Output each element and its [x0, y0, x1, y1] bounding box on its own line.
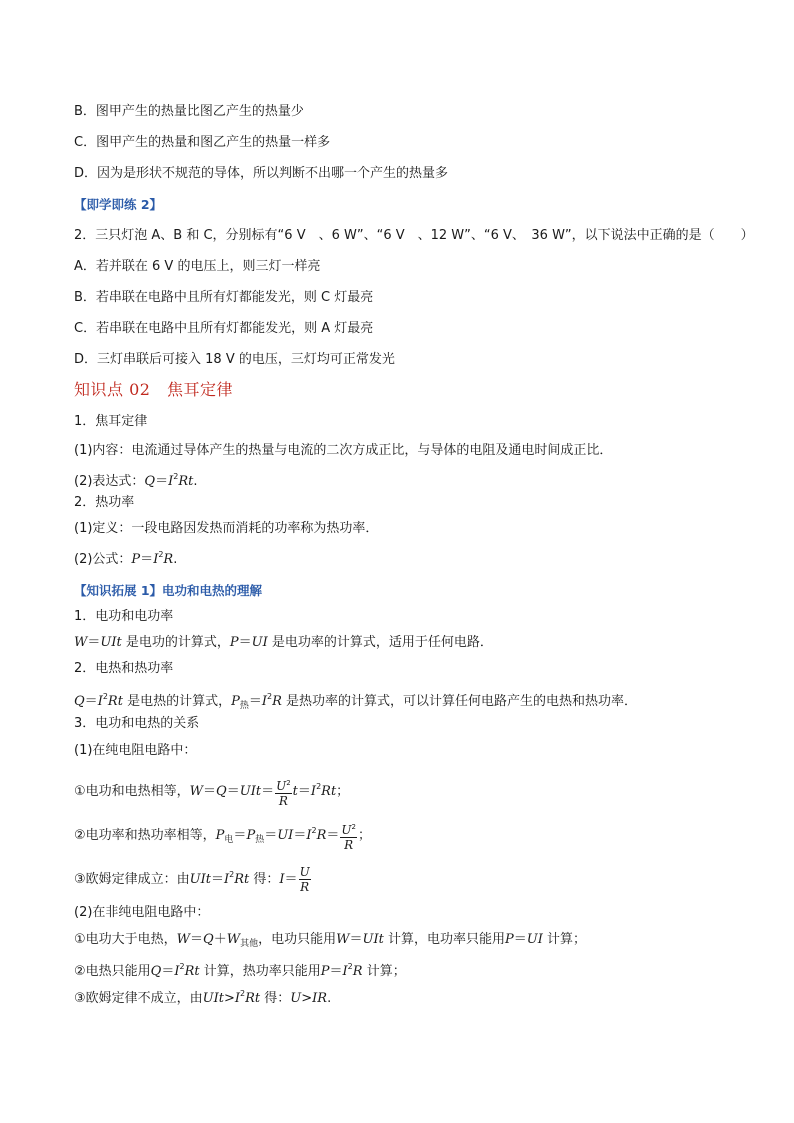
text: ①电功大于电热，	[74, 932, 177, 947]
formula-line: $Q=I^2Rt$ 是电热的计算式，$P_热=I^2R$ 是热功率的计算式，可以计算任何电路产生的电热和热功率．	[74, 692, 638, 711]
subheading: 1．电功和电功率	[74, 609, 174, 624]
practice-heading: 【即学即练 2】	[74, 197, 163, 212]
text: 计算；	[547, 932, 587, 947]
label: (2)表达式：	[74, 474, 145, 489]
formula-line: (2)表达式：$Q=I^2Rt$.	[74, 472, 198, 489]
text: 是电功率的计算式，适用于任何电路．	[271, 635, 493, 650]
option-d: D．三灯串联后可接入 18 V 的电压，三灯均可正常发光	[74, 352, 395, 367]
fraction: $\frac{U^2}{R}$	[276, 778, 291, 808]
text: ②电热只能用	[74, 964, 151, 979]
text: 计算，热功率只能用	[203, 964, 321, 979]
formula-line: ①电功和电热相等，W＝Q＝UIt＝ $\frac{U^2}{R}$ $t=I^2Rt$；	[74, 770, 349, 809]
text: ③欧姆定律成立：由	[74, 872, 190, 887]
option-d: D．因为是形状不规范的导体，所以判断不出哪一个产生的热量多	[74, 166, 449, 181]
subscript: 热	[239, 701, 249, 711]
formula-line: (2)公式：$P=I^2R$.	[74, 550, 178, 567]
subheading: 2．热功率	[74, 495, 135, 510]
text: 是电功的计算式，	[125, 635, 230, 650]
text: 计算；	[366, 964, 406, 979]
subheading: 1．焦耳定律	[74, 414, 148, 429]
condition-line: (2)在非纯电阻电路中：	[74, 905, 210, 920]
section-title: 知识点 02 焦耳定律	[74, 380, 233, 399]
text: 是电热的计算式，	[127, 694, 232, 709]
text: 是热功率的计算式，可以计算任何电路产生的电热和热功率．	[286, 694, 638, 709]
subscript: 其他	[240, 939, 259, 949]
formula-line: ③欧姆定律不成立，由$UIt>I^2Rt$ 得：U>IR.	[74, 989, 332, 1006]
formula-line: ②电功率和热功率相等，$P_电=P_热=UI=I^2R=$ $\frac{U^2}{R}$ ；	[74, 814, 371, 857]
fraction: $\frac{U^2}{R}$	[341, 822, 356, 852]
subscript: 电	[224, 835, 234, 845]
option-c: C．若串联在电路中且所有灯都能发光，则 A 灯最亮	[74, 321, 374, 336]
label: (2)公式：	[74, 552, 132, 567]
definition-line: (1)内容：电流通过导体产生的热量与电流的二次方成正比，与导体的电阻及通电时间成正比．	[74, 443, 613, 458]
text: ③欧姆定律不成立，由	[74, 991, 203, 1006]
text: ①电功和电热相等，	[74, 784, 190, 799]
subheading: 3．电功和电热的关系	[74, 716, 200, 731]
option-b: B．若串联在电路中且所有灯都能发光，则 C 灯最亮	[74, 290, 374, 305]
option-a: A．若并联在 6 V 的电压上，则三灯一样亮	[74, 259, 321, 274]
formula-line: ②电热只能用$Q=I^2Rt$ 计算，热功率只能用$P=I^2R$ 计算；	[74, 962, 406, 979]
option-c: C．图甲产生的热量和图乙产生的热量一样多	[74, 135, 331, 150]
formula-line: ①电功大于电热，$W=Q+W_{其他}$，电功只能用W＝UIt 计算，电功率只能用P＝UI 计算；	[74, 932, 587, 949]
text: ②电功率和热功率相等，	[74, 828, 216, 843]
text: ，电功只能用	[258, 932, 337, 947]
text: 计算，电功率只能用	[388, 932, 506, 947]
condition-line: (1)在纯电阻电路中：	[74, 743, 197, 758]
definition-line: (1)定义：一段电路因发热而消耗的功率称为热功率．	[74, 521, 379, 536]
option-b: B．图甲产生的热量比图乙产生的热量少	[74, 104, 304, 119]
fraction: $\frac{U}{R}$	[299, 865, 310, 894]
formula-line: W＝UIt 是电功的计算式，P＝UI 是电功率的计算式，适用于任何电路．	[74, 635, 493, 650]
text: 得：	[264, 991, 291, 1006]
subscript: 热	[255, 835, 265, 845]
formula-line: ③欧姆定律成立：由$UIt=I^2Rt$ 得：I＝ $\frac{U}{R}$	[74, 865, 310, 894]
text: 得：	[253, 872, 280, 887]
subheading: 2．电热和热功率	[74, 661, 174, 676]
question-stem: 2．三只灯泡 A、B 和 C，分别标有“6 V 、6 W”、“6 V 、12 W”、“6 V、 36 W”，以下说法中正确的是（ ）	[74, 228, 754, 243]
extension-heading: 【知识拓展 1】电功和电热的理解	[74, 583, 263, 598]
